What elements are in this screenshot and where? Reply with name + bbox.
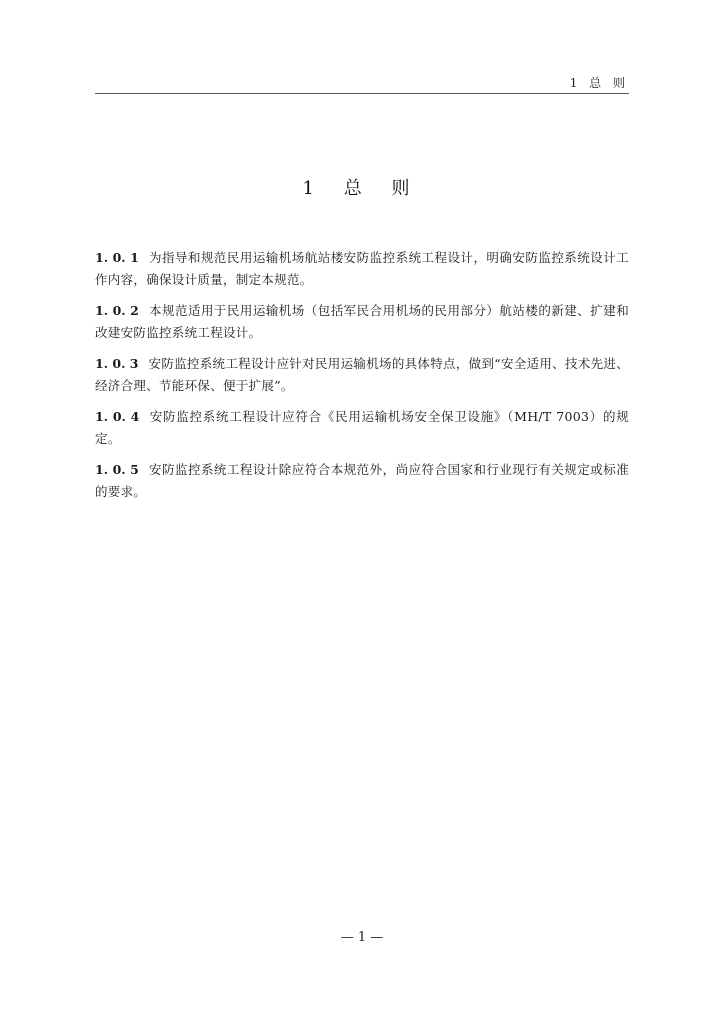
clause-1-0-3: [95, 353, 629, 397]
clause-text: 安防监控系统工程设计应符合《民用运输机场安全保卫设施》（MH/T 7003）的规定。: [95, 409, 629, 446]
clause-list: [95, 247, 629, 512]
clause-number: 1. 0. 1: [95, 250, 139, 265]
clause-number: 1. 0. 3: [95, 356, 139, 371]
clause-text: 为指导和规范民用运输机场航站楼安防监控系统工程设计，明确安防监控系统设计工作内容，确保设计质量，制定本规范。: [95, 250, 629, 287]
clause-text: 本规范适用于民用运输机场（包括军民合用机场的民用部分）航站楼的新建、扩建和改建安防监控系统工程设计。: [95, 303, 629, 340]
clause-text: 安防监控系统工程设计除应符合本规范外，尚应符合国家和行业现行有关规定或标准的要求。: [95, 462, 629, 499]
clause-1-0-5: [95, 459, 629, 503]
clause-1-0-4: [95, 406, 629, 450]
chapter-title: 1 总 则: [302, 178, 422, 199]
clause-number: 1. 0. 2: [95, 303, 139, 318]
header-divider: [95, 93, 629, 94]
page-number: — 1 —: [340, 930, 384, 945]
running-header: 1 总 则: [569, 76, 629, 90]
clause-number: 1. 0. 5: [95, 462, 139, 477]
clause-number: 1. 0. 4: [95, 409, 140, 424]
clause-1-0-1: [95, 247, 629, 291]
clause-text: 安防监控系统工程设计应针对民用运输机场的具体特点，做到“安全适用、技术先进、经济合理、节能环保、便于扩展”。: [95, 356, 630, 393]
clause-1-0-2: [95, 300, 629, 344]
